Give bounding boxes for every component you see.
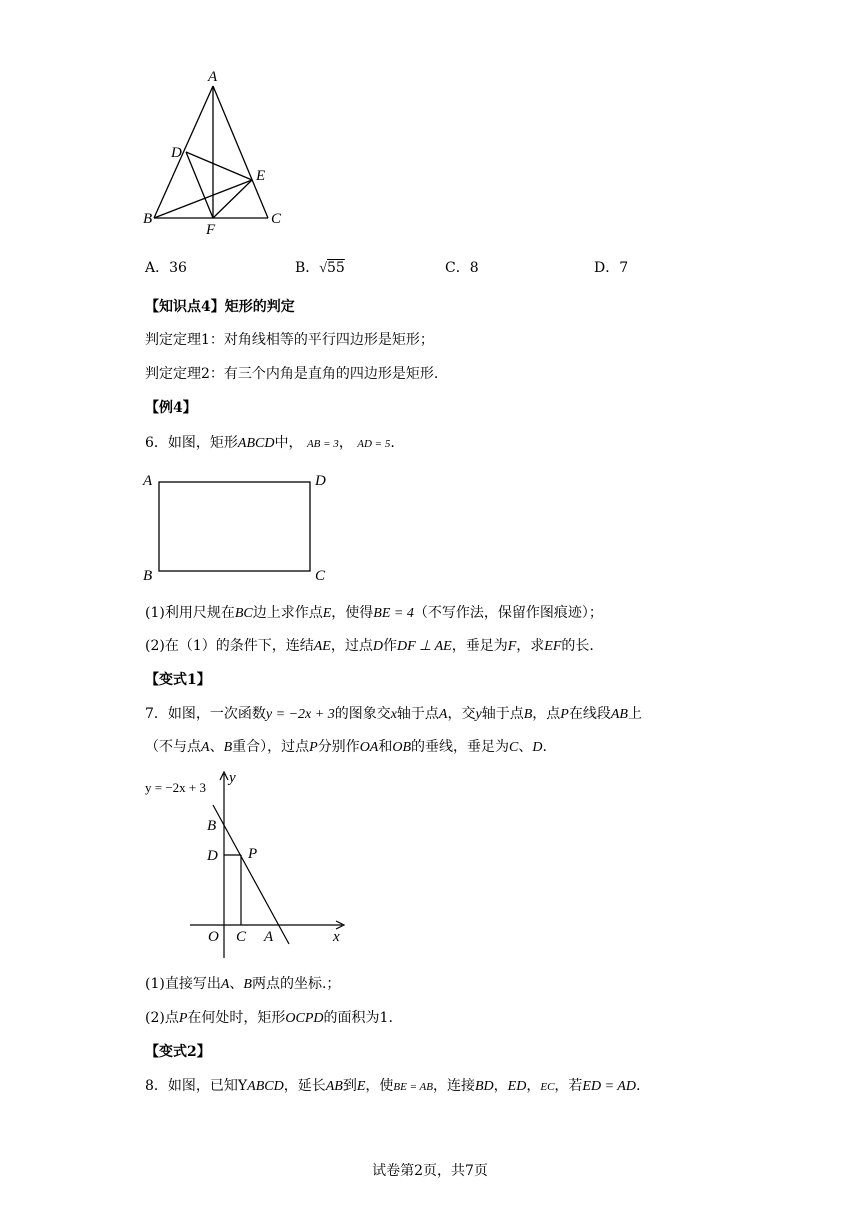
example-title: 【例4】 <box>145 400 197 416</box>
option-d: D．7 <box>594 260 629 276</box>
triangle-figure <box>140 66 300 238</box>
question-7-line-1: 7．如图，一次函数y = −2x + 3的图象交x轴于点A，交y轴于点B，点P在线段AB上 <box>145 706 642 722</box>
question-7-part-1: (1)直接写出A、B两点的坐标.； <box>145 976 341 992</box>
graph-A-label: A <box>264 929 274 945</box>
graph-C-label: C <box>236 929 247 945</box>
point-B-label: B <box>143 211 153 227</box>
graph-O-label: O <box>208 929 219 945</box>
option-b: B．√55 <box>295 260 345 276</box>
point-F-label: F <box>206 222 216 238</box>
y-axis-label: y <box>229 770 236 786</box>
page-footer: 试卷第2页，共7页 <box>372 1163 488 1179</box>
rect-D-label: D <box>315 473 326 489</box>
function-label: y = −2x + 3 <box>145 780 206 795</box>
rect-C-label: C <box>315 568 326 584</box>
graph-B-label: B <box>207 818 217 834</box>
variant-1-title: 【变式1】 <box>145 672 211 688</box>
linear-function-graph <box>140 766 360 962</box>
theorem-2: 判定定理2：有三个内角是直角的四边形是矩形. <box>145 366 439 382</box>
point-E-label: E <box>256 168 266 184</box>
question-8-text: 8．如图，已知YABCD，延长AB到E，使BE = AB，连接BD，ED，EC，若ED = AD. <box>145 1078 641 1094</box>
question-6-part-1: (1)利用尺规在BC边上求作点E，使得BE = 4（不写作法，保留作图痕迹）； <box>145 605 603 621</box>
point-A-label: A <box>208 69 218 85</box>
question-7-part-2: (2)点P在何处时，矩形OCPD的面积为1. <box>145 1010 393 1026</box>
variant-2-title: 【变式2】 <box>145 1044 211 1060</box>
x-axis-label: x <box>333 929 340 945</box>
question-6-text: 6．如图，矩形ABCD中， AB = 3， AD = 5. <box>145 435 395 451</box>
point-C-label: C <box>271 211 282 227</box>
theorem-1: 判定定理1：对角线相等的平行四边形是矩形； <box>145 332 434 348</box>
rect-A-label: A <box>143 473 153 489</box>
option-c: C．8 <box>445 260 479 276</box>
graph-D-label: D <box>207 848 218 864</box>
section-title: 【知识点4】矩形的判定 <box>145 299 295 315</box>
rect-B-label: B <box>143 568 153 584</box>
question-7-line-2: （不与点A、B重合），过点P分别作OA和OB的垂线，垂足为C、D. <box>145 739 547 755</box>
question-6-part-2: (2)在（1）的条件下，连结AE，过点D作DF ⊥ AE，垂足为F，求EF的长. <box>145 638 594 654</box>
option-a: A．36 <box>145 260 187 276</box>
rectangle-figure <box>140 466 340 586</box>
point-D-label: D <box>171 145 182 161</box>
graph-P-label: P <box>248 846 258 862</box>
